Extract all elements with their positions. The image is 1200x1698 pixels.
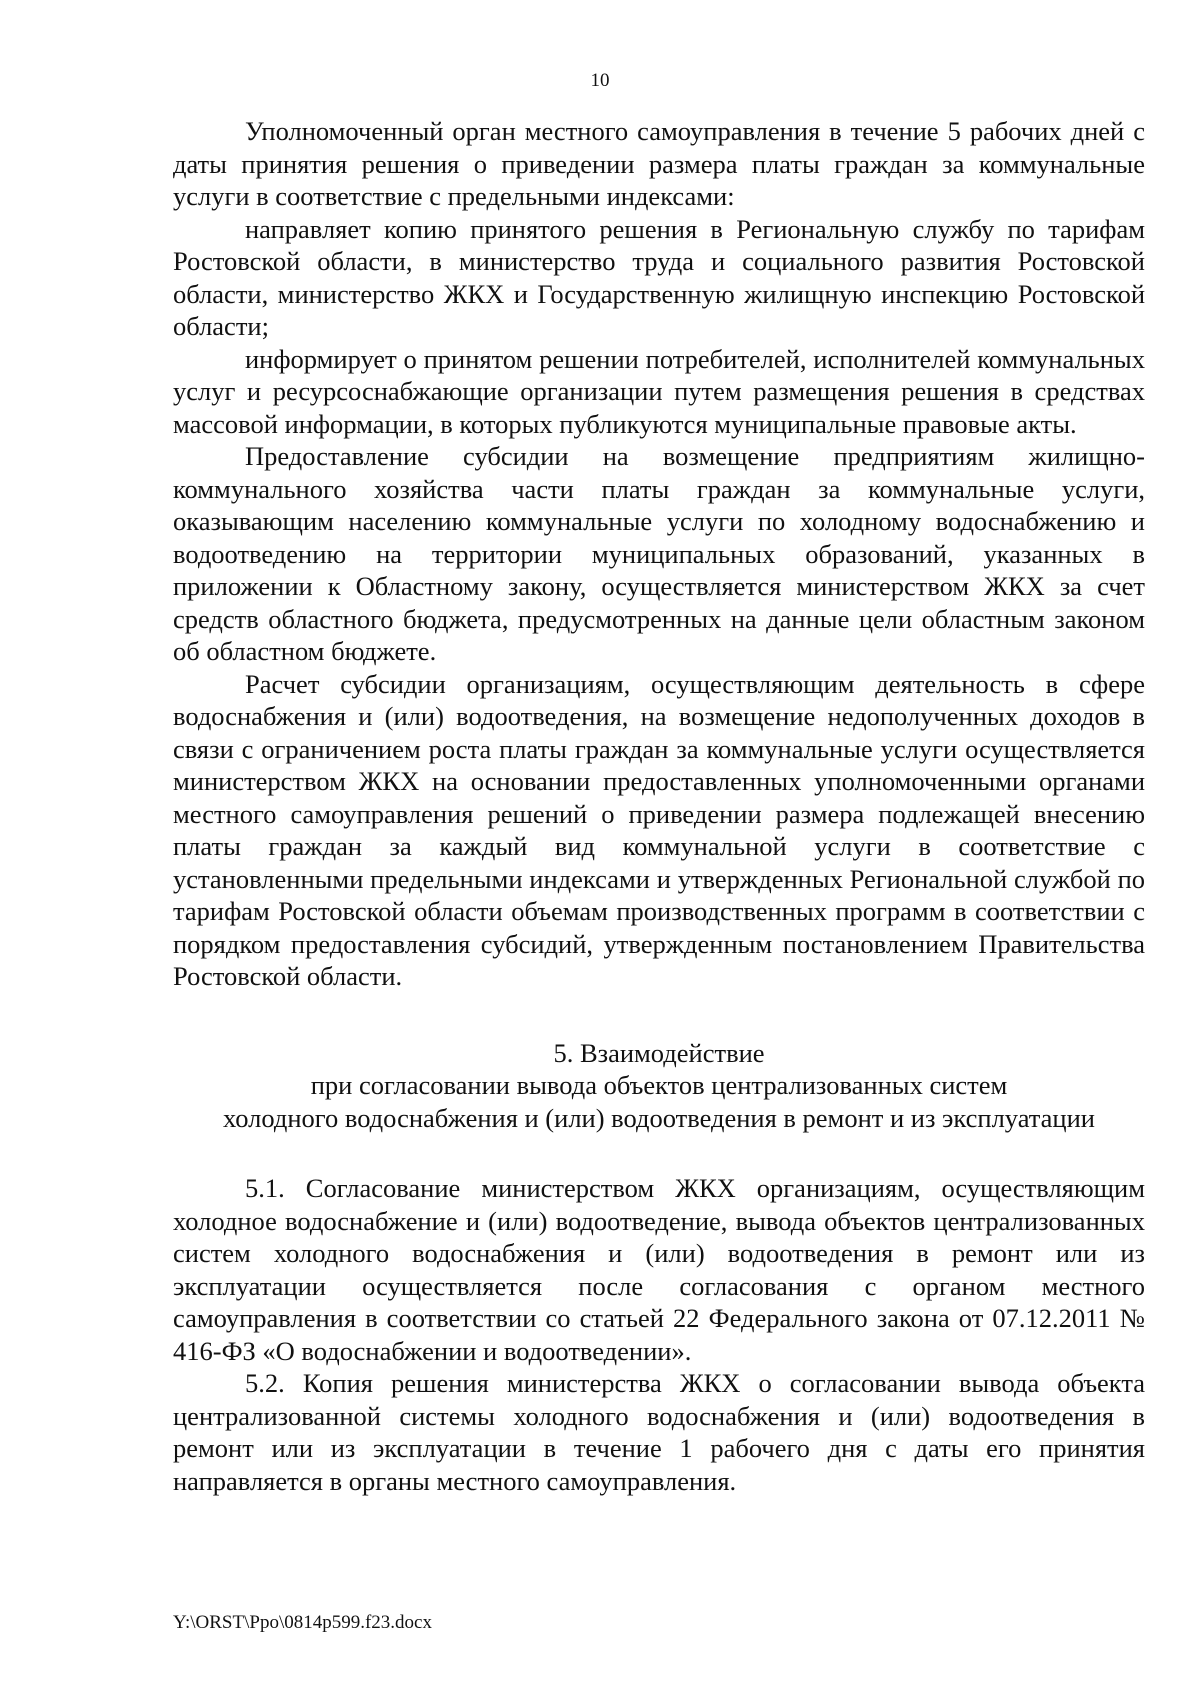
paragraph: Уполномоченный орган местного самоуправления в течение 5 рабочих дней с даты принятия решения о приведении размера платы граждан за коммунальные услуги в соответствие с предельными индексами: bbox=[173, 116, 1145, 211]
paragraph: информирует о принятом решении потребителей, исполнителей коммунальных услуг и ресурсоснабжающие организации путем размещения решения в средствах массовой информации, в которых публикуются муниципальные правовые акты. bbox=[173, 343, 1145, 439]
section-heading-subtitle: при согласовании вывода объектов централизованных систем bbox=[310, 1070, 1008, 1100]
footer-file-path: Y:\ORST\Ppo\0814p599.f23.docx bbox=[173, 1612, 432, 1633]
paragraph: направляет копию принятого решения в Региональную службу по тарифам Ростовской области, в министерство труда и социального развития Ростовской области, министерство ЖКХ и Государственную жилищную инспекцию Ростовской области; bbox=[173, 213, 1145, 341]
paragraph: Предоставление субсидии на возмещение предприятиям жилищно-коммунального хозяйства части платы граждан за коммунальные услуги, оказывающим населению коммунальные услуги по холодному водоснабжению и водоотведению на территории муниципальных образований, указанных в приложении к Областному закону, осуществляется министерством ЖКХ за счет средств областного бюджета, предусмотренных на данные цели областным законом об областном бюджете. bbox=[173, 441, 1145, 666]
section-heading bbox=[173, 1037, 1145, 1135]
paragraph: 5.2. Копия решения министерства ЖКХ о согласовании вывода объекта централизованной системы холодного водоснабжения и (или) водоотведения в ремонт или из эксплуатации в течение 1 рабочего дня с даты его принятия направляется в органы местного самоуправления. bbox=[173, 1368, 1145, 1496]
section-heading-subtitle: холодного водоснабжения и (или) водоотведения в ремонт и из эксплуатации bbox=[223, 1102, 1095, 1133]
document-body bbox=[173, 115, 1145, 1497]
paragraph: Расчет субсидии организациям, осуществляющим деятельность в сфере водоснабжения и (или) водоотведения, на возмещение недополученных доходов в связи с ограничением роста платы граждан за коммунальные услуги осуществляется министерством ЖКХ на основании предоставленных уполномоченными органами местного самоуправления решений о приведении размера подлежащей внесению платы граждан за каждый вид коммунальной услуги в соответствие с установленными предельными индексами и утвержденных Региональной службой по тарифам Ростовской области объемам производственных программ в соответствии с порядком предоставления субсидий, утвержденным постановлением Правительства Ростовской области. bbox=[173, 668, 1145, 991]
page-number: 10 bbox=[590, 70, 610, 91]
section-heading-title: 5. Взаимодействие bbox=[553, 1037, 765, 1068]
paragraph: 5.1. Согласование министерством ЖКХ организациям, осуществляющим холодное водоснабжение и (или) водоотведение, вывода объектов централизованных систем холодного водоснабжения и (или) водоотведения в ремонт или из эксплуатации осуществляется после согласования с органом местного самоуправления в соответствии со статьей 22 Федерального закона от 07.12.2011 № 416-ФЗ «О водоснабжении и водоотведении». bbox=[173, 1173, 1145, 1366]
